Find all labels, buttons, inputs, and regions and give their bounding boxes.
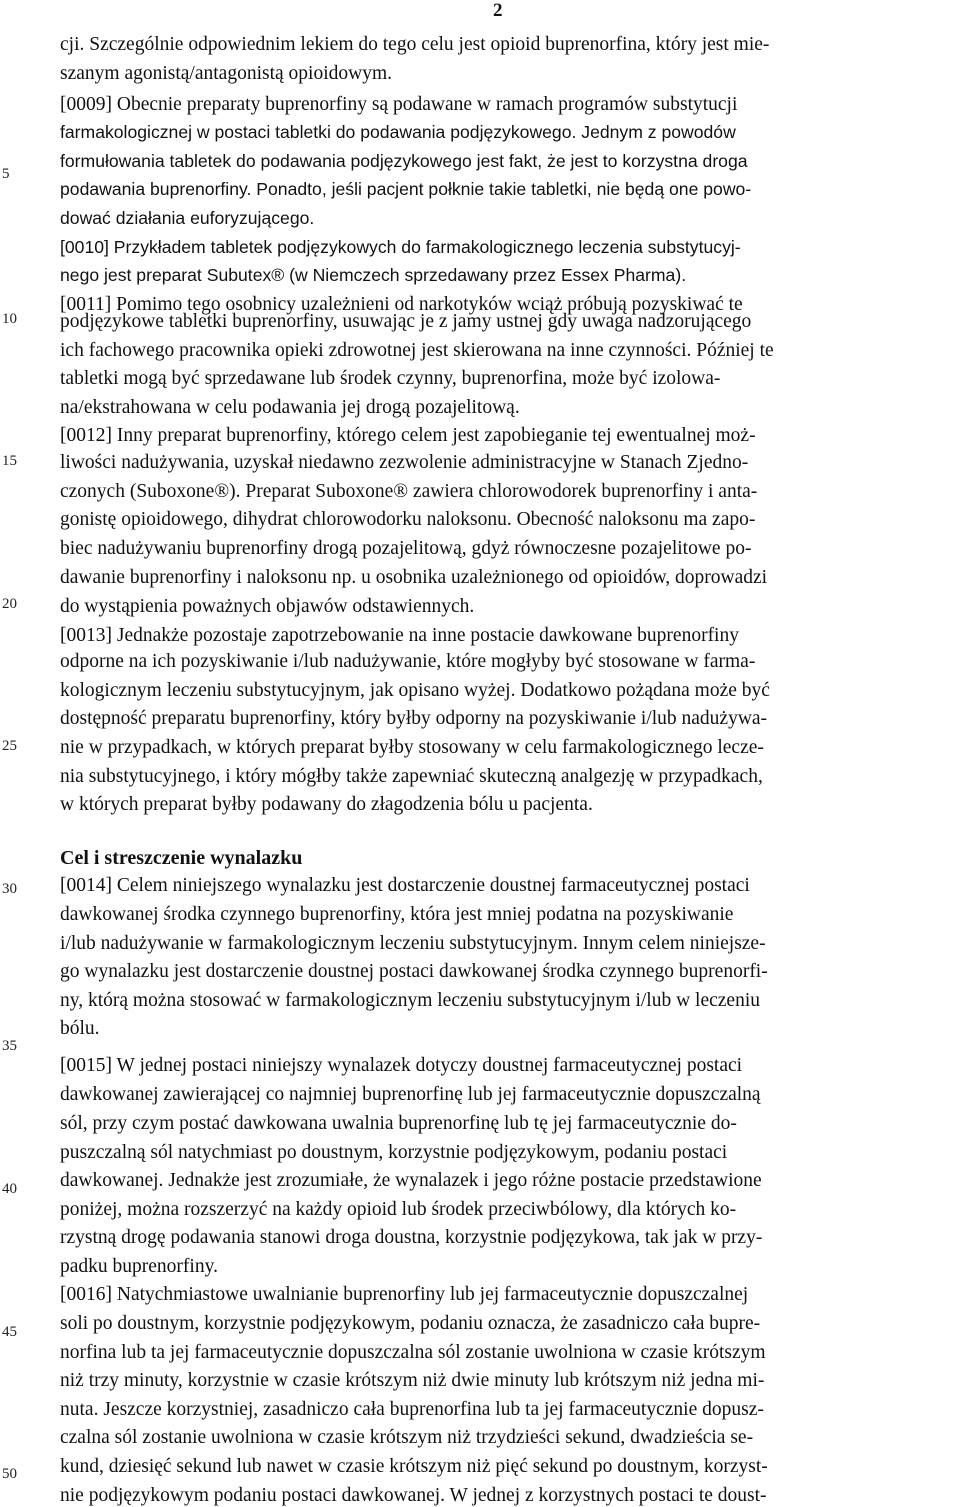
- text-line: norfina lub ta jej farmaceutycznie dopuszczalna sól zostanie uwolniona w czasie krótszym: [60, 1342, 766, 1363]
- text-line: biec nadużywaniu buprenorfiny drogą pozajelitową, gdyż równoczesne pozajelitowe po-: [60, 538, 752, 559]
- text-line: sól, przy czym postać dawkowana uwalnia buprenorfinę lub tę jej farmaceutycznie do-: [60, 1113, 737, 1134]
- text-line: formułowania tabletek do podawania podjęzykowego jest fakt, że jest to korzystna droga: [60, 151, 748, 171]
- page-number: 2: [493, 0, 503, 21]
- text-line: dować działania euforyzującego.: [60, 208, 315, 228]
- margin-line-number: 30: [2, 881, 17, 897]
- text-line: w których preparat byłby podawany do złagodzenia bólu u pacjenta.: [60, 794, 593, 815]
- text-line: podawania buprenorfiny. Ponadto, jeśli pacjent połknie takie tabletki, nie będą one powo-: [60, 179, 752, 199]
- text-line: [0016] Natychmiastowe uwalnianie buprenorfiny lub jej farmaceutycznie dopuszczalnej: [60, 1284, 749, 1305]
- text-line: odporne na ich pozyskiwanie i/lub nadużywanie, które mogłyby być stosowane w farma-: [60, 651, 756, 672]
- margin-line-number: 45: [2, 1324, 17, 1340]
- text-line: czonych (Suboxone®). Preparat Suboxone® zawiera chlorowodorek buprenorfiny i anta-: [60, 481, 758, 502]
- text-line: [0010] Przykładem tabletek podjęzykowych do farmakologicznego leczenia substytucyj-: [60, 237, 741, 257]
- margin-line-number: 10: [2, 311, 17, 327]
- text-line: do wystąpienia poważnych objawów odstawiennych.: [60, 596, 475, 617]
- text-line: nego jest preparat Subutex® (w Niemczech sprzedawany przez Essex Pharma).: [60, 265, 687, 285]
- text-line: szanym agonistą/antagonistą opioidowym.: [60, 63, 392, 84]
- section-heading: Cel i streszczenie wynalazku: [60, 847, 303, 869]
- text-line: poniżej, można rozszerzyć na każdy opioid lub środek przeciwbólowy, dla których ko-: [60, 1199, 737, 1220]
- text-line: i/lub nadużywanie w farmakologicznym leczeniu substytucyjnym. Innym celem niniejsze-: [60, 933, 766, 954]
- text-line: rzystną drogę podawania stanowi droga doustna, korzystnie podjęzykowa, tak jak w przy-: [60, 1227, 763, 1248]
- text-line: kund, dziesięć sekund lub nawet w czasie krótszym niż pięć sekund po doustnym, korzyst-: [60, 1456, 768, 1477]
- text-line: dawkowanej. Jednakże jest zrozumiałe, że wynalazek i jego różne postacie przedstawione: [60, 1170, 762, 1191]
- margin-line-number: 35: [2, 1038, 17, 1054]
- text-line: dawkowanej zawierającej co najmniej buprenorfinę lub jej farmaceutycznie dopuszczalną: [60, 1084, 761, 1105]
- text-line: [0012] Inny preparat buprenorfiny, którego celem jest zapobieganie tej ewentualnej moż-: [60, 425, 756, 446]
- text-line: na/ekstrahowana w celu podawania jej drogą pozajelitową.: [60, 397, 520, 418]
- text-line: soli po doustnym, korzystnie podjęzykowym, podaniu oznacza, że zasadniczo cała bupre-: [60, 1313, 761, 1334]
- margin-line-number: 40: [2, 1181, 17, 1197]
- text-line: kologicznym leczeniu substytucyjnym, jak opisano wyżej. Dodatkowo pożądana może być: [60, 680, 770, 701]
- text-line: dawanie buprenorfiny i naloksonu np. u osobnika uzależnionego od opioidów, doprowadzi: [60, 567, 768, 588]
- margin-line-number: 20: [2, 596, 17, 612]
- text-line: puszczalną sól natychmiast po doustnym, korzystnie podjęzykowym, podaniu postaci: [60, 1142, 728, 1163]
- margin-line-number: 25: [2, 738, 17, 754]
- text-line: [0011] Pomimo tego osobnicy uzależnieni od narkotyków wciąż próbują pozyskiwać te: [60, 294, 743, 315]
- text-line: czalna sól zostanie uwolniona w czasie krótszym niż trzydzieści sekund, dwadzieścia se-: [60, 1427, 754, 1448]
- text-line: niż trzy minuty, korzystnie w czasie krótszym niż dwie minuty lub krótszym niż jedna mi-: [60, 1370, 765, 1391]
- text-line: [0015] W jednej postaci niniejszy wynalazek dotyczy doustnej farmaceutycznej postaci: [60, 1055, 743, 1076]
- text-line: ich fachowego pracownika opieki zdrowotnej jest skierowana na inne czynności. Później te: [60, 340, 774, 361]
- text-line: gonistę opioidowego, dihydrat chlorowodorku naloksonu. Obecność naloksonu ma zapo-: [60, 509, 756, 530]
- margin-line-number: 15: [2, 453, 17, 469]
- text-line: nie podjęzykowym podaniu postaci dawkowanej. W jednej z korzystnych postaci te doust-: [60, 1485, 767, 1506]
- margin-line-number: 50: [2, 1466, 17, 1482]
- text-line: [0009] Obecnie preparaty buprenorfiny są podawane w ramach programów substytucji: [60, 94, 738, 115]
- text-line: dostępność preparatu buprenorfiny, który byłby odporny na pozyskiwanie i/lub nadużywa-: [60, 708, 768, 729]
- text-line: padku buprenorfiny.: [60, 1256, 218, 1277]
- text-line: [0013] Jednakże pozostaje zapotrzebowanie na inne postacie dawkowane buprenorfiny: [60, 625, 739, 646]
- text-line: tabletki mogą być sprzedawane lub środek czynny, buprenorfina, może być izolowa-: [60, 368, 721, 389]
- text-line: cji. Szczególnie odpowiednim lekiem do tego celu jest opioid buprenorfina, który jest mie-: [60, 34, 770, 55]
- text-line: nie w przypadkach, w których preparat byłby stosowany w celu farmakologicznego lecze-: [60, 737, 764, 758]
- margin-line-number: 5: [2, 166, 10, 182]
- text-line: [0014] Celem niniejszego wynalazku jest dostarczenie doustnej farmaceutycznej postaci: [60, 875, 750, 896]
- text-line: nuta. Jeszcze korzystniej, zasadniczo cała buprenorfina lub ta jej farmaceutycznie dopusz-: [60, 1399, 764, 1420]
- text-line: podjęzykowe tabletki buprenorfiny, usuwając je z jamy ustnej gdy uwaga nadzorującego: [60, 311, 752, 332]
- text-line: dawkowanej środka czynnego buprenorfiny, która jest mniej podatna na pozyskiwanie: [60, 904, 734, 925]
- text-line: nia substytucyjnego, i który mógłby także zapewniać skuteczną analgezję w przypadkach,: [60, 766, 763, 787]
- text-line: bólu.: [60, 1018, 100, 1039]
- text-line: farmakologicznej w postaci tabletki do podawania podjęzykowego. Jednym z powodów: [60, 122, 736, 142]
- text-line: ny, którą można stosować w farmakologicznym leczeniu substytucyjnym i/lub w leczeniu: [60, 990, 761, 1011]
- text-line: go wynalazku jest dostarczenie doustnej postaci dawkowanej środka czynnego buprenorfi-: [60, 961, 768, 982]
- text-line: liwości nadużywania, uzyskał niedawno zezwolenie administracyjne w Stanach Zjedno-: [60, 452, 749, 473]
